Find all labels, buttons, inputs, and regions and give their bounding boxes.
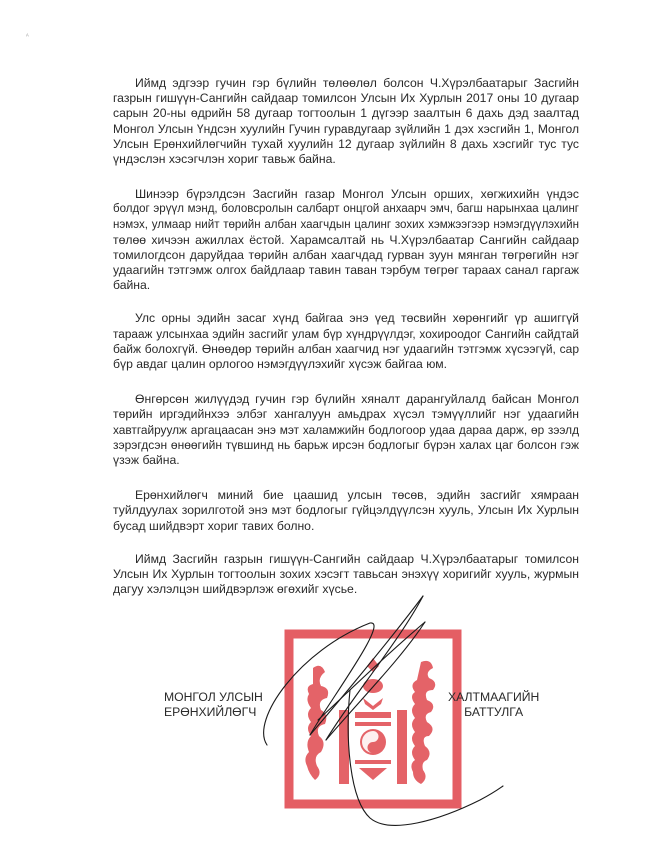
text-line: дагуу хэлэлцэн шийдвэрлэж өгөхийг хүсье.: [113, 582, 358, 597]
signatory-name: [448, 690, 539, 720]
letter-body: [113, 76, 579, 615]
text-line: Өнгөрсөн жилүүдэд гучин гэр бүлийн хяналт дарангуйлалд байсан Монгол: [135, 392, 579, 407]
signatory-title-line-2: ЕРӨНХИЙЛӨГЧ: [164, 705, 257, 719]
text-line: Улсын Ерөнхийлөгчийн тухай хуулийн 12 дугаар зүйлийн 8 дахь хэсгийг тус тус: [113, 136, 579, 151]
signatory-title: [164, 690, 263, 720]
text-line: байна.: [113, 278, 151, 293]
text-line: Монгол Улсын Үндсэн хуулийн Гучин гуравдугаар зүйлийн 1 дэх хэсгийн 1, Монгол: [113, 121, 579, 136]
text-line: Улсын Их Хурлын тогтоолын зохих хэсэгт тавьсан энэхүү хоригийг хууль, журмын: [113, 566, 579, 581]
text-line: үзэж байна.: [113, 452, 180, 467]
text-line: төрийн иргэдийнхээ элбэг хангалуун амьдрах хүсэл тэмүүллийг нэг удаагийн: [113, 407, 579, 422]
text-line: төлөө хичээн ажиллах ёстой. Харамсалтай нь Ч.Хүрэлбаатар Сангийн сайдаар: [113, 232, 579, 247]
signatory-name-line-2: БАТТУЛГА: [464, 705, 524, 719]
text-line: томилогдсон даруйдаа төрийн албан хаагчдад гурван зуун мянган төгрөгийн нэг: [113, 247, 579, 262]
text-line: Шинээр бүрэлдсэн Засгийн газар Монгол Улсын орших, хөгжихийн үндэс: [135, 187, 579, 202]
text-line: болдог эрүүл мэнд, боловсролын салбарт онцгой анхаарч эмч, багш нарынхаа цалинг: [113, 203, 579, 216]
text-line: газрын гишүүн-Сангийн сайдаар томилсон Улсын Их Хурлын 2017 оны 10 дугаар: [113, 91, 579, 106]
text-line: Улс орны эдийн засаг хүнд байгаа энэ үед төсвийн хөрөнгийг үр ашиггүй: [135, 311, 579, 326]
text-line: сарын 20-ны өдрийн 58 дугаар тогтоолын 1 дүгээр заалтын 6 дахь дэд заалтад: [113, 106, 579, 121]
text-line: Иймд эдгээр гучин гэр бүлийн төлөөлөл болсон Ч.Хүрэлбаатарыг Засгийн: [135, 76, 579, 90]
text-line: тарааж улсынхаа эдийн засгийг улам бүр хүндрүүлдэг, хохироодог Сангийн сайдтай: [113, 326, 579, 341]
text-line: бусад шийдвэрт хориг тавих болно.: [113, 518, 315, 533]
paragraph-6: [113, 552, 579, 598]
paragraph-4: [113, 392, 579, 468]
text-line: байж болохгүй. Өнөөдөр төрийн албан хаагчид нэг удаагийн тэтгэмж хүсээгүй, сар: [113, 341, 579, 356]
paragraph-5: [113, 488, 579, 534]
text-line: Ерөнхийлөгч миний бие цаашид улсын төсөв, эдийн засгийг хямраан: [135, 488, 579, 503]
paragraph-1: [113, 76, 579, 167]
text-line: бүр авдаг цалин орлогоо нэмэгдүүлэхийг хүсэж байгаа юм.: [113, 357, 447, 371]
text-line: зэрэгдсэн өнөөгийн түвшинд нь барьж ирсэн бодлогыг бүрэн халах цаг болсон гэж: [113, 437, 579, 452]
signatory-title-line-1: МОНГОЛ УЛСЫН: [164, 690, 263, 704]
text-line: үндэслэн хэсэгчлэн хориг тавьж байна.: [113, 151, 336, 166]
paragraph-2: [113, 187, 579, 293]
page-corner-mark: ᴬ: [26, 34, 29, 40]
text-line: хавтгайруулж аргацаасан энэ мэт халамжийн бодлогоор удаа дараа дарж, өр зээлд: [113, 422, 579, 437]
text-line: туйлдуулах зорилготой энэ мэт бодлогыг гүйцэлдүүлсэн хууль, Улсын Их Хурлын: [113, 503, 579, 518]
official-seal-stamp: [283, 628, 463, 810]
paragraph-3: [113, 311, 579, 372]
text-line: Иймд Засгийн газрын гишүүн-Сангийн сайдаар Ч.Хүрэлбаатарыг томилсон: [135, 551, 579, 566]
signatory-name-line-1: ХАЛТМААГИЙН: [448, 690, 540, 704]
text-line: нэмэх, улмаар нийт төрийн албан хаагчдын цалинг зохих хэмжээгээр нэмэгдүүлэхийн: [113, 218, 579, 231]
text-line: удаагийн тэтгэмж олгох байдлаар тавин таван тэрбум төгрөг тараах санал гаргаж: [113, 263, 579, 278]
